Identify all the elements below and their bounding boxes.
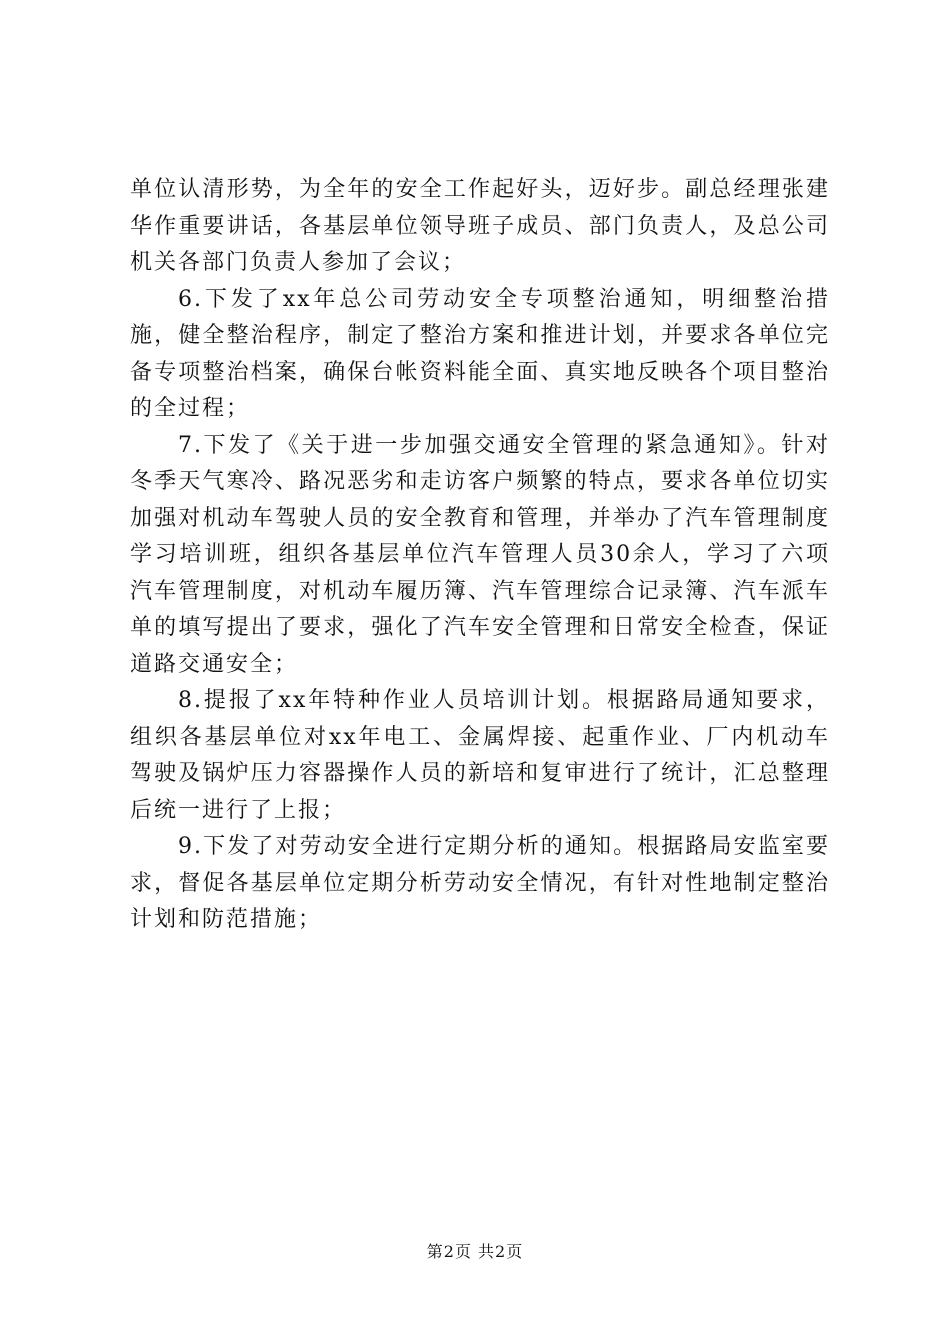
page-number-footer: 第2页 共2页	[426, 1242, 524, 1261]
document-body	[130, 172, 830, 939]
paragraph-continuation: 单位认清形势，为全年的安全工作起好头，迈好步。副总经理张建华作重要讲话，各基层单位领导班子成员、部门负责人，及总公司机关各部门负责人参加了会议；	[130, 177, 830, 275]
paragraph-item-9: 9.下发了对劳动安全进行定期分析的通知。根据路局安监室要求，督促各基层单位定期分析劳动安全情况，有针对性地制定整治计划和防范措施；	[130, 834, 830, 932]
paragraph-item-7: 7.下发了《关于进一步加强交通安全管理的紧急通知》。针对冬季天气寒冷、路况恶劣和走访客户频繁的特点，要求各单位切实加强对机动车驾驶人员的安全教育和管理，并举办了汽车管理制度学习培训班，组织各基层单位汽车管理人员30余人，学习了六项汽车管理制度，对机动车履历簿、汽车管理综合记录簿、汽车派车单的填写提出了要求，强化了汽车安全管理和日常安全检查，保证道路交通安全；	[130, 432, 830, 677]
paragraph-item-6: 6.下发了xx年总公司劳动安全专项整治通知，明细整治措施，健全整治程序，制定了整治方案和推进计划，并要求各单位完备专项整治档案，确保台帐资料能全面、真实地反映各个项目整治的全过程；	[130, 286, 830, 421]
paragraph-item-8: 8.提报了xx年特种作业人员培训计划。根据路局通知要求，组织各基层单位对xx年电工、金属焊接、起重作业、厂内机动车驾驶及锅炉压力容器操作人员的新培和复审进行了统计，汇总整理后统一进行了上报；	[130, 688, 830, 823]
